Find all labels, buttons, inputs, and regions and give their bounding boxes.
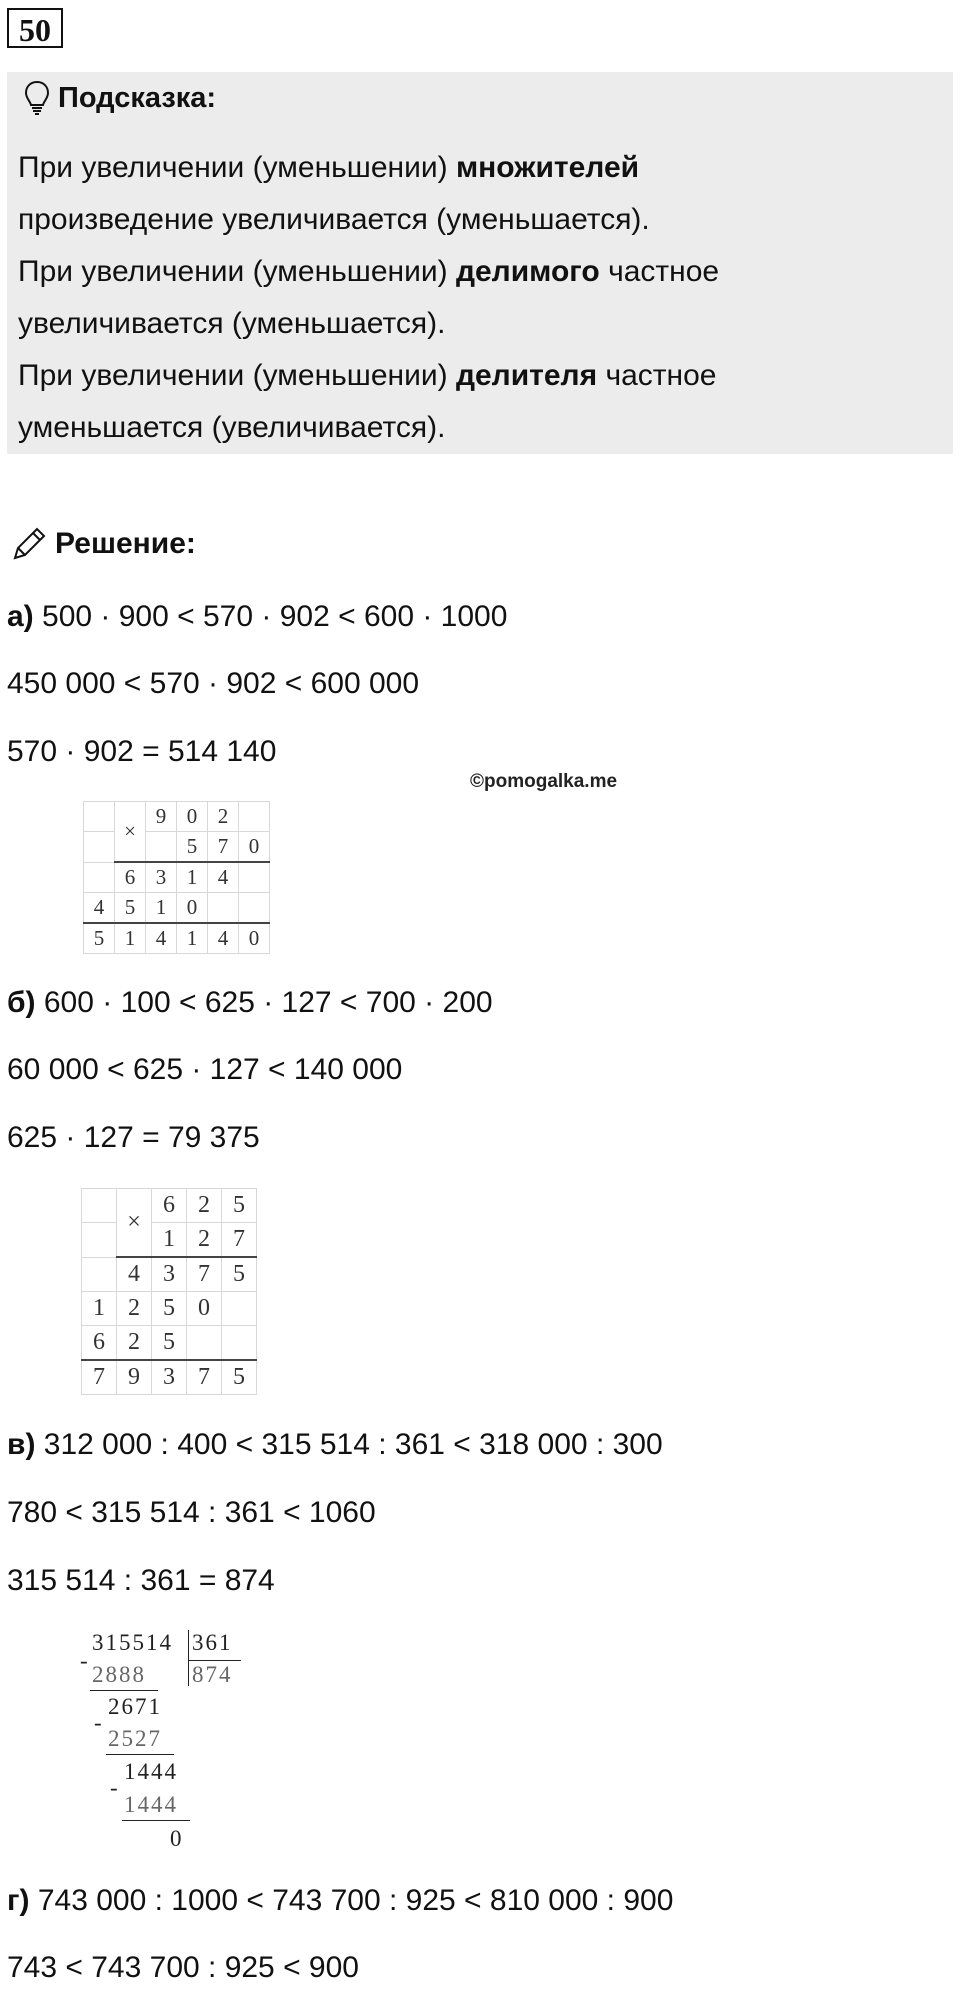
cell: 0 [177,802,208,832]
pencil-icon [9,524,49,564]
cell [84,862,115,893]
cell: 5 [152,1292,187,1326]
cell: 4 [146,923,177,954]
cell: 0 [187,1292,222,1326]
cell: 9 [146,802,177,832]
cell: 2 [187,1223,222,1258]
hint-title-text: Подсказка: [58,81,217,114]
solution-title [9,524,196,564]
cell: 2 [117,1326,152,1361]
multiplication-table-b [81,1188,257,1395]
cell: 4 [84,893,115,924]
subtrahend-2: 2527 [108,1726,162,1751]
cell: 4 [117,1257,152,1292]
minus-sign: - [110,1775,120,1800]
cell: 6 [115,862,146,893]
divider-line [188,1630,189,1686]
cell: 5 [222,1189,257,1223]
quotient-line [189,1660,241,1661]
times-sign: × [115,802,146,863]
subtract-line-1 [90,1690,158,1691]
task-number: 50 [7,8,63,48]
cell: 0 [239,923,270,954]
cell: 1 [152,1223,187,1258]
part-v-line-3: 315 514 : 361 = 874 [7,1564,275,1597]
cell [222,1292,257,1326]
cell: 0 [239,832,270,863]
divisor: 361 [192,1630,233,1655]
minus-sign: - [80,1648,90,1673]
hint-line-4: увеличивается (уменьшается). [18,307,446,340]
cell: 4 [208,862,239,893]
hint-line-3: При увеличении (уменьшении) делимого частное [18,255,720,288]
hint-line-2: произведение увеличивается (уменьшается). [18,203,650,236]
cell [84,832,115,863]
minus-sign: - [94,1710,104,1735]
cell: 3 [146,862,177,893]
cell [82,1189,117,1223]
cell: 0 [177,893,208,924]
cell: 6 [82,1326,117,1361]
hint-line-5: При увеличении (уменьшении) делителя частное [18,359,717,392]
part-v-line-2: 780 < 315 514 : 361 < 1060 [7,1496,376,1529]
part-g-line-1: г) 743 000 : 1000 < 743 700 : 925 < 810 000 : 900 [7,1884,674,1917]
part-b-line-2: 60 000 < 625 · 127 < 140 000 [7,1053,403,1086]
part-v-line-1: в) 312 000 : 400 < 315 514 : 361 < 318 000 : 300 [7,1428,663,1461]
multiplication-table-a [83,801,270,954]
cell: 5 [177,832,208,863]
subtrahend-3: 1444 [124,1792,178,1817]
hint-line-6: уменьшается (увеличивается). [18,411,446,444]
cell [239,862,270,893]
cell: 3 [152,1360,187,1395]
quotient: 874 [192,1662,233,1687]
cell [222,1326,257,1361]
part-a-line-1: а) 500 · 900 < 570 · 902 < 600 · 1000 [7,600,508,633]
remainder-1: 2671 [108,1694,162,1719]
cell [84,802,115,832]
cell: 4 [208,923,239,954]
cell: 9 [117,1360,152,1395]
lightbulb-icon [24,80,50,116]
cell [239,893,270,924]
cell: 3 [152,1257,187,1292]
cell: 2 [208,802,239,832]
subtract-line-2 [106,1754,174,1755]
cell [146,832,177,863]
cell: 2 [187,1189,222,1223]
cell: 5 [84,923,115,954]
dividend: 315514 [92,1630,173,1655]
cell: 7 [187,1360,222,1395]
hint-line-1: При увеличении (уменьшении) множителей [18,151,640,184]
cell: 6 [152,1189,187,1223]
cell [82,1223,117,1258]
cell: 1 [177,923,208,954]
cell: 5 [222,1257,257,1292]
cell: 7 [208,832,239,863]
cell [208,893,239,924]
part-a-line-3: 570 · 902 = 514 140 [7,735,277,768]
cell [239,802,270,832]
cell: 7 [82,1360,117,1395]
cell: 5 [152,1326,187,1361]
subtrahend-1: 2888 [92,1662,146,1687]
cell: 2 [117,1292,152,1326]
cell: 1 [146,893,177,924]
cell: 1 [115,923,146,954]
cell: 1 [177,862,208,893]
part-b-line-1: б) 600 · 100 < 625 · 127 < 700 · 200 [7,986,493,1019]
remainder-2: 1444 [124,1759,178,1784]
final-remainder: 0 [170,1826,184,1851]
cell: 5 [115,893,146,924]
part-a-line-2: 450 000 < 570 · 902 < 600 000 [7,667,420,700]
cell: 1 [82,1292,117,1326]
cell: 7 [222,1223,257,1258]
cell [187,1326,222,1361]
times-sign: × [117,1189,152,1258]
cell [82,1257,117,1292]
subtract-line-3 [122,1820,190,1821]
cell: 7 [187,1257,222,1292]
part-b-line-3: 625 · 127 = 79 375 [7,1121,260,1154]
part-g-line-2: 743 < 743 700 : 925 < 900 [7,1951,359,1984]
hint-title [24,80,216,116]
watermark: ©pomogalka.me [470,771,618,792]
solution-title-text: Решение: [55,527,196,560]
cell: 5 [222,1360,257,1395]
